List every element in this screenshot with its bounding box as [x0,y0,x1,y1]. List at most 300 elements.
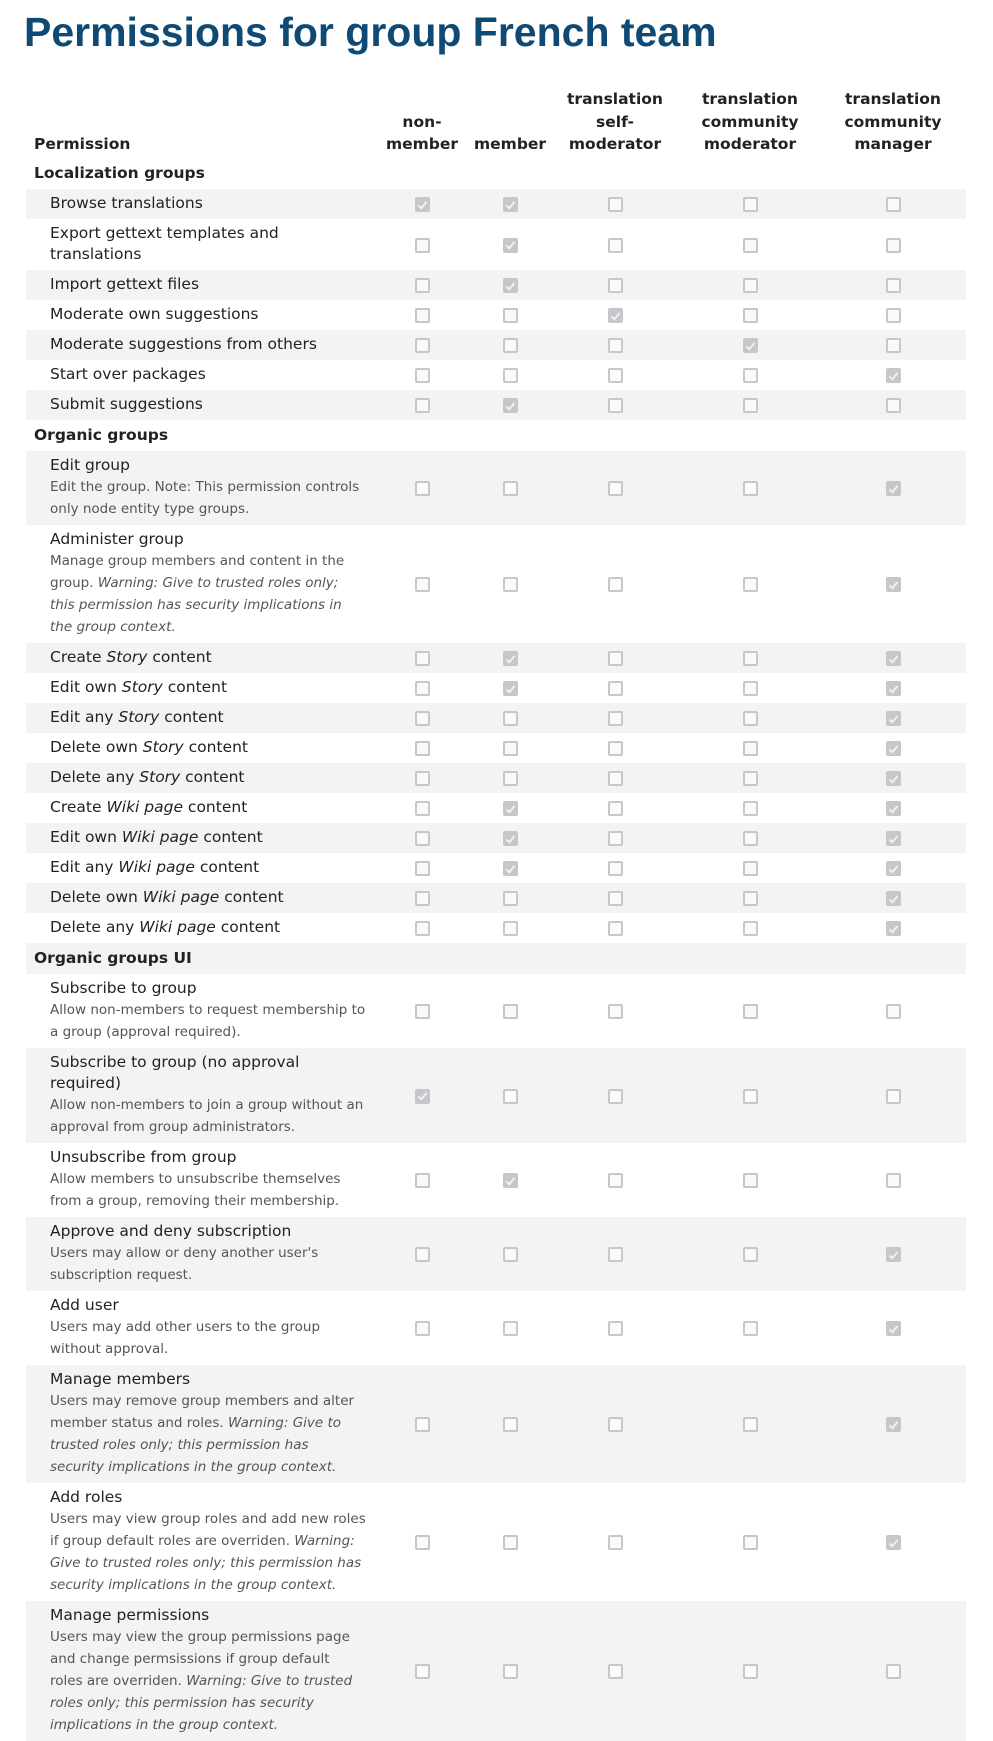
checkbox-cell-translation-community-moderator [680,390,820,420]
checkbox-cell-non-member [374,763,470,793]
unchecked-checkbox[interactable] [415,651,430,666]
checked-checkbox[interactable] [503,861,518,876]
permission-row [26,974,966,1048]
unchecked-checkbox[interactable] [608,1321,623,1336]
unchecked-checkbox[interactable] [415,741,430,756]
unchecked-checkbox[interactable] [503,368,518,383]
unchecked-checkbox[interactable] [415,921,430,936]
checkbox-cell-translation-self-moderator [550,823,680,853]
checkbox-cell-member [470,673,550,703]
unchecked-checkbox[interactable] [503,481,518,496]
description-text: Users may view group roles and add new roles if group default roles are overriden. [50,1510,366,1549]
unchecked-checkbox[interactable] [415,891,430,906]
permission-cell [26,1365,374,1483]
checkbox-cell-translation-community-moderator [680,1217,820,1291]
checkbox-cell-non-member [374,1601,470,1741]
unchecked-checkbox[interactable] [743,481,758,496]
checkbox-cell-non-member [374,793,470,823]
unchecked-checkbox[interactable] [743,1004,758,1019]
permission-description [50,1094,366,1138]
checkbox-cell-translation-community-manager [820,300,966,330]
permission-title: Submit suggestions [50,394,203,413]
checked-checkbox[interactable] [503,238,518,253]
unchecked-checkbox[interactable] [415,278,430,293]
checked-checkbox[interactable] [886,1247,901,1262]
checkbox-cell-non-member [374,300,470,330]
permission-description [50,1242,366,1286]
unchecked-checkbox[interactable] [608,197,623,212]
unchecked-checkbox[interactable] [743,681,758,696]
checkbox-cell-translation-community-manager [820,390,966,420]
unchecked-checkbox[interactable] [743,308,758,323]
permission-title-suffix: content [183,797,248,816]
checkbox-cell-translation-self-moderator [550,913,680,943]
unchecked-checkbox[interactable] [503,1247,518,1262]
table-header-row [26,88,966,158]
permission-row [26,793,966,823]
checkbox-cell-translation-community-moderator [680,823,820,853]
permission-title [50,887,366,908]
permission-row [26,763,966,793]
checkbox-cell-member [470,451,550,525]
unchecked-checkbox[interactable] [415,1664,430,1679]
unchecked-checkbox[interactable] [503,711,518,726]
permission-cell [26,733,374,763]
checkbox-cell-member [470,1048,550,1143]
content-type-name: Wiki page [142,887,220,906]
description-text: Allow members to unsubscribe themselves from a group, removing their membership. [50,1170,341,1209]
checkbox-cell-translation-community-moderator [680,451,820,525]
content-type-name: Wiki page [106,797,183,816]
checkbox-cell-non-member [374,733,470,763]
checkbox-cell-translation-community-moderator [680,883,820,913]
unchecked-checkbox[interactable] [415,771,430,786]
permission-title-suffix: content [183,737,248,756]
permission-cell [26,853,374,883]
checkbox-cell-member [470,763,550,793]
checkbox-cell-translation-community-moderator [680,1483,820,1601]
unchecked-checkbox[interactable] [743,1664,758,1679]
permission-row [26,451,966,525]
checked-checkbox[interactable] [503,278,518,293]
checkbox-cell-translation-self-moderator [550,270,680,300]
checkbox-cell-translation-community-manager [820,793,966,823]
unchecked-checkbox[interactable] [503,1004,518,1019]
unchecked-checkbox[interactable] [608,741,623,756]
content-type-name: Wiki page [139,917,216,936]
permission-row [26,823,966,853]
unchecked-checkbox[interactable] [608,398,623,413]
unchecked-checkbox[interactable] [503,1089,518,1104]
permission-title-prefix: Edit own [50,677,122,696]
unchecked-checkbox[interactable] [415,398,430,413]
permission-cell [26,390,374,420]
permission-row [26,853,966,883]
unchecked-checkbox[interactable] [415,1535,430,1550]
checkbox-cell-member [470,883,550,913]
permission-cell [26,330,374,360]
permission-title [50,737,366,758]
checked-checkbox[interactable] [886,1417,901,1432]
checked-checkbox[interactable] [886,481,901,496]
description-text: Allow non-members to join a group without an approval from group administrators. [50,1096,364,1135]
checkbox-cell-translation-self-moderator [550,1143,680,1217]
permission-cell [26,1483,374,1601]
unchecked-checkbox[interactable] [886,1089,901,1104]
unchecked-checkbox[interactable] [415,1247,430,1262]
unchecked-checkbox[interactable] [886,338,901,353]
permission-cell [26,300,374,330]
permission-title-suffix: content [180,767,245,786]
permission-title [50,707,366,728]
permission-row [26,1217,966,1291]
checkbox-cell-translation-community-manager [820,525,966,643]
checkbox-cell-translation-community-manager [820,1483,966,1601]
description-text: Manage group members and content in the group. [50,552,345,591]
checkbox-cell-translation-self-moderator [550,1291,680,1365]
unchecked-checkbox[interactable] [503,741,518,756]
permission-title-suffix: content [162,677,228,696]
unchecked-checkbox[interactable] [608,338,623,353]
checkbox-cell-member [470,643,550,673]
checkbox-cell-non-member [374,1048,470,1143]
permission-description [50,1626,366,1736]
content-type-name: Wiki page [118,857,195,876]
unchecked-checkbox[interactable] [415,577,430,592]
checkbox-cell-translation-self-moderator [550,643,680,673]
unchecked-checkbox[interactable] [503,1417,518,1432]
checked-checkbox[interactable] [886,1535,901,1550]
checked-checkbox[interactable] [743,338,758,353]
unchecked-checkbox[interactable] [743,651,758,666]
checked-checkbox[interactable] [503,1173,518,1188]
unchecked-checkbox[interactable] [886,1173,901,1188]
checked-checkbox[interactable] [503,801,518,816]
unchecked-checkbox[interactable] [608,861,623,876]
unchecked-checkbox[interactable] [608,1173,623,1188]
checked-checkbox[interactable] [886,368,901,383]
checkbox-cell-member [470,189,550,219]
unchecked-checkbox[interactable] [608,368,623,383]
checkbox-cell-translation-community-manager [820,270,966,300]
unchecked-checkbox[interactable] [886,1664,901,1679]
unchecked-checkbox[interactable] [503,921,518,936]
unchecked-checkbox[interactable] [415,681,430,696]
checkbox-cell-translation-community-moderator [680,1291,820,1365]
checked-checkbox[interactable] [415,1089,430,1104]
checkbox-cell-member [470,733,550,763]
checkbox-cell-non-member [374,974,470,1048]
unchecked-checkbox[interactable] [743,771,758,786]
checkbox-cell-non-member [374,1291,470,1365]
checkbox-cell-translation-community-moderator [680,270,820,300]
unchecked-checkbox[interactable] [503,577,518,592]
checkbox-cell-translation-self-moderator [550,883,680,913]
unchecked-checkbox[interactable] [503,1664,518,1679]
permission-title: Edit group [50,455,130,474]
unchecked-checkbox[interactable] [415,368,430,383]
unchecked-checkbox[interactable] [743,891,758,906]
unchecked-checkbox[interactable] [415,308,430,323]
permission-cell [26,883,374,913]
page-title: Permissions for group French team [24,9,717,55]
checkbox-cell-translation-community-manager [820,1048,966,1143]
permission-title-prefix: Edit own [50,827,122,846]
unchecked-checkbox[interactable] [415,338,430,353]
permission-title-prefix: Edit any [50,707,119,726]
checkbox-cell-translation-community-moderator [680,300,820,330]
permission-title [50,917,366,938]
unchecked-checkbox[interactable] [743,1535,758,1550]
permission-description [50,999,366,1043]
checked-checkbox[interactable] [886,921,901,936]
checkbox-cell-member [470,1601,550,1741]
unchecked-checkbox[interactable] [608,481,623,496]
column-header-translation-community-moderator: translation community moderator [701,90,799,153]
checkbox-cell-translation-community-manager [820,883,966,913]
permission-description [50,476,366,520]
unchecked-checkbox[interactable] [608,681,623,696]
permission-title-suffix: content [147,647,212,666]
unchecked-checkbox[interactable] [743,577,758,592]
permission-row [26,913,966,943]
checked-checkbox[interactable] [886,801,901,816]
checked-checkbox[interactable] [886,831,901,846]
unchecked-checkbox[interactable] [886,238,901,253]
permission-title-prefix: Delete own [50,737,143,756]
unchecked-checkbox[interactable] [415,1004,430,1019]
unchecked-checkbox[interactable] [608,1664,623,1679]
unchecked-checkbox[interactable] [503,1535,518,1550]
unchecked-checkbox[interactable] [743,741,758,756]
unchecked-checkbox[interactable] [743,398,758,413]
checkbox-cell-translation-community-moderator [680,673,820,703]
unchecked-checkbox[interactable] [743,831,758,846]
permission-row [26,1483,966,1601]
unchecked-checkbox[interactable] [743,921,758,936]
permission-row [26,525,966,643]
security-warning: Warning: Give to trusted roles only; this permission has security implications in the group context. [50,1414,342,1475]
description-text: Users may allow or deny another user's subscription request. [50,1244,319,1283]
permissions-table [26,88,966,1741]
permission-title-suffix: content [194,857,260,876]
unchecked-checkbox[interactable] [743,1417,758,1432]
unchecked-checkbox[interactable] [886,1004,901,1019]
permission-cell [26,360,374,390]
permission-title [50,647,366,668]
checkbox-cell-translation-self-moderator [550,673,680,703]
unchecked-checkbox[interactable] [608,577,623,592]
checkbox-cell-member [470,390,550,420]
unchecked-checkbox[interactable] [743,197,758,212]
unchecked-checkbox[interactable] [415,481,430,496]
permission-cell [26,643,374,673]
permission-title [50,827,366,848]
checked-checkbox[interactable] [886,741,901,756]
checkbox-cell-member [470,703,550,733]
unchecked-checkbox[interactable] [743,238,758,253]
permission-row [26,1143,966,1217]
unchecked-checkbox[interactable] [743,1247,758,1262]
checked-checkbox[interactable] [503,831,518,846]
permission-title: Subscribe to group [50,978,197,997]
unchecked-checkbox[interactable] [743,1321,758,1336]
checked-checkbox[interactable] [503,651,518,666]
content-type-name: Wiki page [121,827,199,846]
unchecked-checkbox[interactable] [608,801,623,816]
checked-checkbox[interactable] [886,577,901,592]
unchecked-checkbox[interactable] [886,398,901,413]
permission-cell [26,1143,374,1217]
unchecked-checkbox[interactable] [608,921,623,936]
unchecked-checkbox[interactable] [503,891,518,906]
column-header-translation-self-moderator: translation self- moderator [567,90,663,153]
permission-row [26,1291,966,1365]
checkbox-cell-member [470,270,550,300]
checkbox-cell-non-member [374,643,470,673]
unchecked-checkbox[interactable] [886,308,901,323]
checked-checkbox[interactable] [503,398,518,413]
unchecked-checkbox[interactable] [743,1173,758,1188]
checked-checkbox[interactable] [886,681,901,696]
checkbox-cell-translation-community-moderator [680,360,820,390]
checkbox-cell-non-member [374,1217,470,1291]
unchecked-checkbox[interactable] [415,711,430,726]
checkbox-cell-translation-community-manager [820,974,966,1048]
checkbox-cell-non-member [374,219,470,270]
checkbox-cell-member [470,330,550,360]
checked-checkbox[interactable] [608,308,623,323]
unchecked-checkbox[interactable] [503,338,518,353]
permission-title-prefix: Create [50,647,107,666]
checkbox-cell-member [470,974,550,1048]
unchecked-checkbox[interactable] [415,801,430,816]
checkbox-cell-non-member [374,330,470,360]
checkbox-cell-translation-community-manager [820,733,966,763]
checkbox-cell-translation-community-moderator [680,525,820,643]
checkbox-cell-translation-community-moderator [680,913,820,943]
checkbox-cell-member [470,1291,550,1365]
checkbox-cell-translation-self-moderator [550,300,680,330]
description-text: Users may view the group permissions page and change permsissions if group default roles are overriden. [50,1628,350,1689]
checked-checkbox[interactable] [886,891,901,906]
unchecked-checkbox[interactable] [743,801,758,816]
permission-cell [26,270,374,300]
checked-checkbox[interactable] [415,197,430,212]
unchecked-checkbox[interactable] [415,1417,430,1432]
permission-row [26,1601,966,1741]
unchecked-checkbox[interactable] [608,1417,623,1432]
permission-description [50,1390,366,1478]
unchecked-checkbox[interactable] [415,1321,430,1336]
checkbox-cell-translation-community-moderator [680,703,820,733]
checked-checkbox[interactable] [886,651,901,666]
checked-checkbox[interactable] [503,197,518,212]
unchecked-checkbox[interactable] [608,238,623,253]
permission-title: Browse translations [50,193,203,212]
checkbox-cell-translation-self-moderator [550,525,680,643]
unchecked-checkbox[interactable] [503,771,518,786]
group-name: Organic groups [34,425,169,444]
unchecked-checkbox[interactable] [886,197,901,212]
unchecked-checkbox[interactable] [608,1004,623,1019]
checkbox-cell-member [470,525,550,643]
unchecked-checkbox[interactable] [743,861,758,876]
unchecked-checkbox[interactable] [743,278,758,293]
checkbox-cell-translation-community-manager [820,1601,966,1741]
unchecked-checkbox[interactable] [743,1089,758,1104]
unchecked-checkbox[interactable] [743,368,758,383]
permission-row [26,189,966,219]
unchecked-checkbox[interactable] [415,1173,430,1188]
permission-title-prefix: Delete own [50,887,143,906]
checkbox-cell-translation-community-manager [820,1217,966,1291]
unchecked-checkbox[interactable] [415,861,430,876]
security-warning: Warning: Give to trusted roles only; this permission has security implications in the group context. [50,1532,362,1593]
checkbox-cell-non-member [374,823,470,853]
checkbox-cell-translation-community-manager [820,763,966,793]
description-text: Users may remove group members and alter member status and roles. [50,1392,355,1431]
checkbox-cell-translation-self-moderator [550,793,680,823]
unchecked-checkbox[interactable] [415,831,430,846]
unchecked-checkbox[interactable] [743,711,758,726]
checked-checkbox[interactable] [886,861,901,876]
permission-title-suffix: content [219,887,284,906]
checkbox-cell-translation-self-moderator [550,853,680,883]
permission-title: Moderate own suggestions [50,304,259,323]
content-type-name: Story [139,767,181,786]
checkbox-cell-non-member [374,451,470,525]
unchecked-checkbox[interactable] [415,238,430,253]
checkbox-cell-non-member [374,673,470,703]
content-type-name: Story [118,707,160,726]
unchecked-checkbox[interactable] [608,651,623,666]
permission-cell [26,793,374,823]
unchecked-checkbox[interactable] [608,1535,623,1550]
unchecked-checkbox[interactable] [608,1089,623,1104]
unchecked-checkbox[interactable] [608,278,623,293]
unchecked-checkbox[interactable] [886,278,901,293]
permissions-table-body [26,158,966,1741]
permission-row [26,703,966,733]
checkbox-cell-translation-self-moderator [550,763,680,793]
unchecked-checkbox[interactable] [608,831,623,846]
checkbox-cell-translation-self-moderator [550,219,680,270]
checkbox-cell-non-member [374,189,470,219]
unchecked-checkbox[interactable] [503,308,518,323]
permission-title-suffix: content [198,827,263,846]
unchecked-checkbox[interactable] [503,1321,518,1336]
permission-description [50,1168,366,1212]
unchecked-checkbox[interactable] [608,891,623,906]
checked-checkbox[interactable] [503,681,518,696]
checked-checkbox[interactable] [886,771,901,786]
checkbox-cell-member [470,793,550,823]
permission-cell [26,823,374,853]
permission-cell [26,1291,374,1365]
checked-checkbox[interactable] [886,711,901,726]
permission-row [26,270,966,300]
permission-cell [26,189,374,219]
permission-title [50,857,366,878]
permission-title: Import gettext files [50,274,200,293]
permission-row [26,1048,966,1143]
unchecked-checkbox[interactable] [608,1247,623,1262]
unchecked-checkbox[interactable] [608,711,623,726]
unchecked-checkbox[interactable] [608,771,623,786]
checked-checkbox[interactable] [886,1321,901,1336]
checkbox-cell-member [470,823,550,853]
